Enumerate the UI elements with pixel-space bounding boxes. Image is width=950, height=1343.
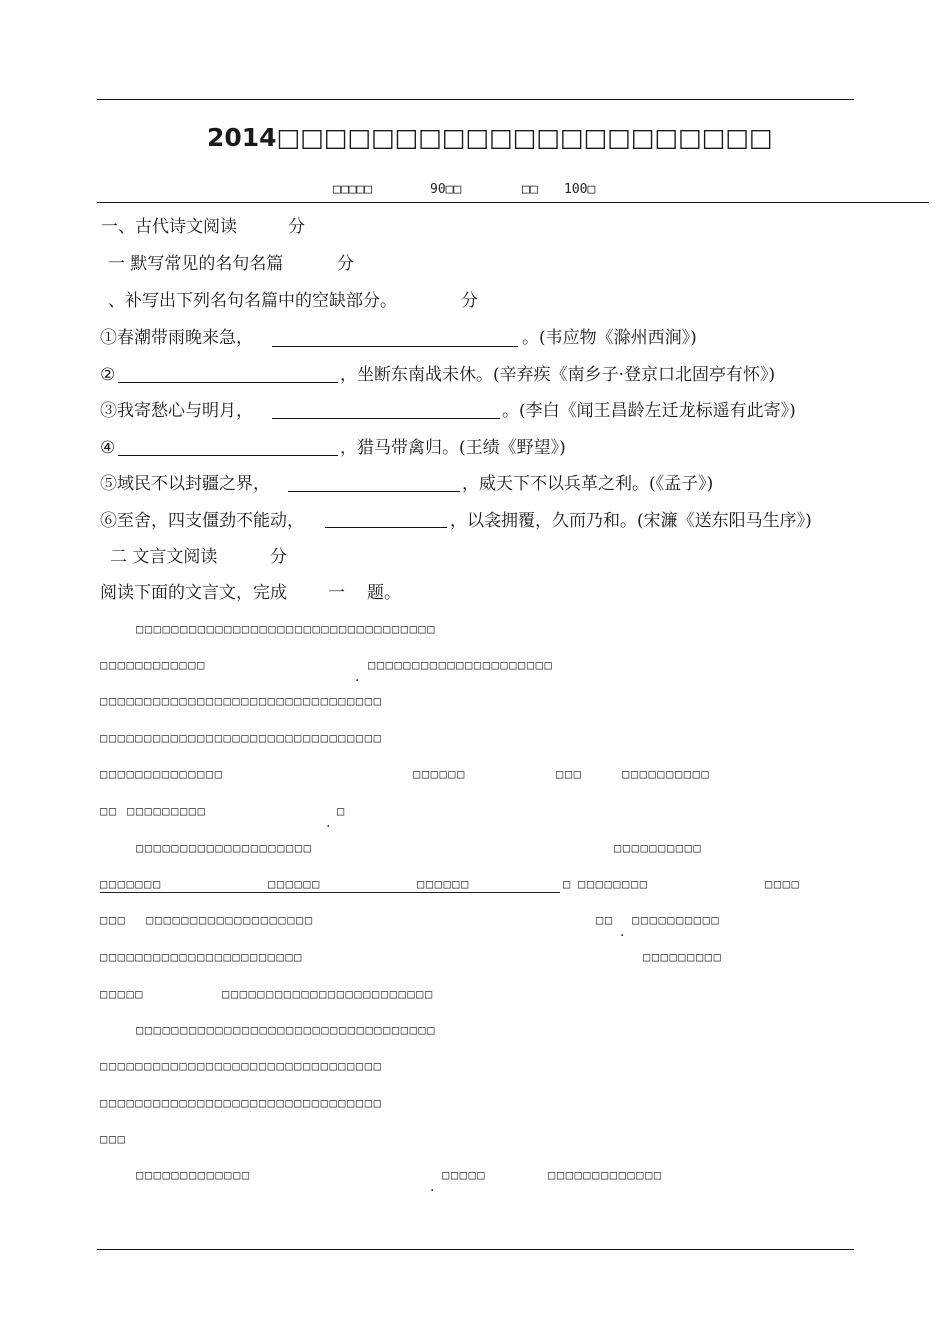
passage-line: □□□□□□□□□ — [127, 804, 207, 818]
passage-line: □□□□□□ — [413, 767, 466, 781]
passage-line: □□□□□□□□ — [578, 877, 649, 891]
passage-line: □□□□□□□□□□□□□□□□□□□□□□□□□□□□□□□□ — [100, 694, 383, 708]
passage-line: □□□□□□□□□□□□ — [100, 658, 206, 672]
item-1-prefix: ①春潮带雨晚来急， — [100, 328, 253, 348]
passage-line: □□□□□ — [442, 1168, 487, 1182]
item-3-suffix: 。(李白《闻王昌龄左迁龙标遥有此寄》) — [502, 401, 796, 421]
section-points-1: 分 — [288, 217, 305, 237]
item-3-prefix: ③我寄愁心与明月， — [100, 401, 253, 421]
item-5-suffix: ，威天下不以兵革之利。(《孟子》) — [462, 474, 714, 494]
passage-line: □□□□□□□□□□□□□□□□□□□□□□□□□□□□□□□□ — [100, 1096, 383, 1110]
passage-line: □□□□□□□□□□□□□ — [548, 1168, 663, 1182]
item-6-suffix: ，以衾拥覆，久而乃和。(宋濂《送东阳马生序》) — [450, 511, 812, 531]
passage-line: □□□□ — [765, 877, 801, 891]
passage-line: □□□□□□□□□□□□□□□□□□□□□□□□□□□□□□□□□□ — [136, 1023, 437, 1037]
passage-line: □□□ — [100, 913, 127, 927]
section-heading-1: 一、古代诗文阅读 — [101, 217, 237, 237]
header-rule — [97, 202, 929, 203]
exam-duration-label: □□□□□ — [333, 182, 373, 197]
top-rule — [97, 99, 854, 100]
passage-line: □ — [563, 877, 572, 891]
passage-line: □□□□□□□□□□□□□□□□□□□□□□□□□□□□□□□□□□ — [136, 622, 437, 636]
section-points-2: 分 — [270, 547, 287, 567]
passage-line: □□□□□□ — [417, 877, 470, 891]
exam-duration-value: 90□□ — [430, 182, 462, 197]
answer-blank-3[interactable] — [272, 418, 500, 419]
emphasis-dot: . — [355, 669, 360, 685]
passage-line: □□ — [596, 913, 614, 927]
question-points: 分 — [461, 291, 478, 311]
passage-line: □□□□□□□□□□□□□□□□□□□□□□□□ — [222, 987, 434, 1001]
passage-line: □□□□□□□□□□□□□□□□□□□□ — [136, 841, 313, 855]
item-2-suffix: ，坐断东南战未休。(辛弃疾《南乡子·登京口北固亭有怀》) — [340, 365, 776, 385]
exam-score-value: 100□ — [564, 182, 596, 197]
subsection-points-1: 分 — [337, 254, 354, 274]
passage-line: □□□□□□□□□□□□□□ — [100, 767, 224, 781]
section-heading-2: 二 文言文阅读 — [110, 547, 218, 567]
item-6-prefix: ⑥至舍，四支僵劲不能动， — [100, 511, 304, 531]
item-4-prefix: ④ — [100, 438, 116, 458]
passage-line: □□□□□□□ — [100, 877, 162, 891]
item-4-suffix: ，猎马带禽归。(王绩《野望》) — [340, 438, 566, 458]
passage-line: □□□□□□□□□ — [643, 950, 723, 964]
answer-blank-6[interactable] — [325, 527, 447, 528]
passage-underline — [100, 892, 560, 893]
passage-line: □□□□□□□□□□ — [614, 841, 703, 855]
page-title: 2014□□□□□□□□□□□□□□□□□□□□□ — [207, 123, 773, 152]
emphasis-dot: . — [430, 1179, 435, 1195]
item-1-suffix: 。(韦应物《滁州西涧》) — [522, 328, 697, 348]
passage-line: □□□□□□□□□□□□□□□□□□□□□□□□□□□□□□□□ — [100, 731, 383, 745]
item-5-prefix: ⑤域民不以封疆之界， — [100, 474, 270, 494]
passage-line: □□ — [100, 804, 118, 818]
passage-line: □ — [337, 804, 346, 818]
answer-blank-4[interactable] — [118, 455, 338, 456]
answer-blank-5[interactable] — [288, 491, 460, 492]
reading-instruction-b: 一 — [328, 583, 345, 603]
emphasis-dot: . — [326, 815, 331, 831]
item-2-prefix: ② — [100, 365, 116, 385]
passage-line: □□□ — [100, 1132, 127, 1146]
passage-line: □□□□□□□□□□□□□□□□□□□□□□□ — [100, 950, 303, 964]
passage-line: □□□□□□ — [268, 877, 321, 891]
exam-score-label: □□ — [522, 182, 538, 197]
passage-line: □□□□□□□□□□ — [622, 767, 711, 781]
question-instruction: 、补写出下列名句名篇中的空缺部分。 — [108, 291, 397, 311]
passage-line: □□□□□□□□□□□□□ — [136, 1168, 251, 1182]
answer-blank-2[interactable] — [118, 382, 338, 383]
passage-line: □□□□□□□□□□ — [632, 913, 721, 927]
answer-blank-1[interactable] — [272, 346, 518, 347]
passage-line: □□□□□□□□□□□□□□□□□□□ — [146, 913, 314, 927]
reading-instruction-a: 阅读下面的文言文，完成 — [100, 583, 287, 603]
emphasis-dot: . — [620, 924, 625, 940]
passage-line: □□□□□ — [100, 987, 145, 1001]
reading-instruction-c: 题。 — [367, 583, 401, 603]
passage-line: □□□□□□□□□□□□□□□□□□□□□ — [368, 658, 554, 672]
passage-line: □□□ — [556, 767, 583, 781]
bottom-rule — [97, 1249, 854, 1250]
subsection-heading-1: 一 默写常见的名句名篇 — [108, 254, 284, 274]
passage-line: □□□□□□□□□□□□□□□□□□□□□□□□□□□□□□□□ — [100, 1059, 383, 1073]
